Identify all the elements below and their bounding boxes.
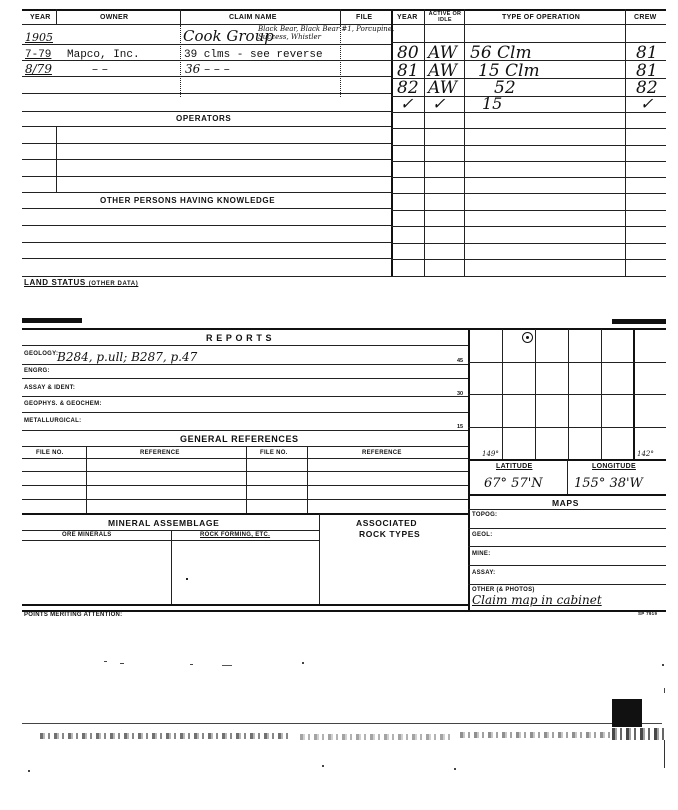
latitude-label: LATITUDE [496,463,533,470]
maps-geol-label: GEOL: [472,532,493,538]
op-crew-3: 82 [636,78,658,98]
col-file-no-2: FILE NO. [260,450,288,456]
claim-name-2: 39 clms - see reverse [184,49,323,61]
header-crew: CREW [634,14,657,21]
right-edge-label: 142° [637,450,654,458]
metallurgical-label: METALLURGICAL: [24,418,82,424]
latitude-value: 67° 57'N [484,476,543,491]
op-status-1: AW [428,43,458,63]
reports-title: R E P O R T S [206,333,273,343]
claim-year-2: 7-79 [25,49,52,61]
margin-number-45: 45 [457,358,464,364]
op-year-3: 82 [397,78,419,98]
maps-title: MAPS [552,498,579,508]
general-references-title: GENERAL REFERENCES [180,434,299,444]
margin-number-15: 15 [457,424,464,430]
header-year-2: YEAR [397,14,418,21]
header-active-or-idle: ACTIVE OR IDLE [428,11,462,23]
claim-owner-3: – – [92,62,108,76]
claim-note-1: Black Bear, Black Bear #1, Porcupine, Success, Whistler [258,25,395,41]
op-year-4: ✓ [400,94,414,113]
header-file: FILE [356,14,373,21]
maps-other-label: OTHER (& PHOTOS) [472,587,535,593]
claim-name-1: Cook Group [183,27,274,45]
op-type-1: 56 Clm [470,43,532,63]
maps-other-value: Claim map in cabinet [472,593,602,607]
claim-year-1: 1905 [25,31,53,44]
ore-minerals-label: ORE MINERALS [62,532,112,538]
engrg-label: ENGRG: [24,368,50,374]
op-year-2: 81 [397,61,419,81]
geophys-label: GEOPHYS. & GEOCHEM: [24,401,102,407]
op-status-4: ✓ [432,94,446,113]
op-crew-1: 81 [636,43,658,63]
op-crew-4: ✓ [640,94,654,113]
assay-label: ASSAY & IDENT: [24,385,76,391]
claim-year-3: 8/79 [25,62,52,76]
op-status-3: AW [428,78,458,98]
op-type-2: 15 Clm [478,61,540,81]
geology-value: B284, p.ull; B287, p.47 [57,350,198,364]
op-type-4: 15 [482,94,503,113]
header-owner: OWNER [100,14,129,21]
claim-owner-2: Mapco, Inc. [67,49,140,61]
op-type-3: 52 [494,78,516,98]
rock-forming-label: ROCK FORMING, ETC. [200,532,271,538]
claim-name-3: 36 – – – [185,62,230,76]
header-type-of-operation: TYPE OF OPERATION [502,14,581,21]
associated-line-2: ROCK TYPES [359,529,421,539]
op-crew-2: 81 [636,61,658,81]
header-year: YEAR [30,14,51,21]
op-status-2: AW [428,61,458,81]
other-persons-title: OTHER PERSONS HAVING KNOWLEDGE [100,196,276,205]
operators-title: OPERATORS [176,114,232,123]
land-status-text: LAND STATUS [24,278,86,287]
col-reference: REFERENCE [140,450,180,456]
land-status-label [24,278,138,287]
left-edge-label: 149° [482,450,499,458]
maps-assay-label: ASSAY: [472,570,496,576]
margin-number-30: 30 [457,391,464,397]
maps-topog-label: TOPOG: [472,512,498,518]
op-year-1: 80 [397,43,419,63]
mineral-assemblage-title: MINERAL ASSEMBLAGE [108,518,220,528]
form-code: SP 7919 [638,611,658,616]
land-status-sub: (OTHER DATA) [88,281,139,287]
associated-line-1: ASSOCIATED [356,518,418,528]
col-file-no: FILE NO. [36,450,64,456]
longitude-value: 155° 38'W [574,476,643,491]
longitude-label: LONGITUDE [592,463,636,470]
geology-label: GEOLOGY: [24,351,59,357]
col-reference-2: REFERENCE [362,450,402,456]
header-claim-name: CLAIM NAME [229,14,277,21]
maps-mine-label: MINE: [472,551,491,557]
points-meriting-attention: POINTS MERITING ATTENTION: [24,612,123,618]
